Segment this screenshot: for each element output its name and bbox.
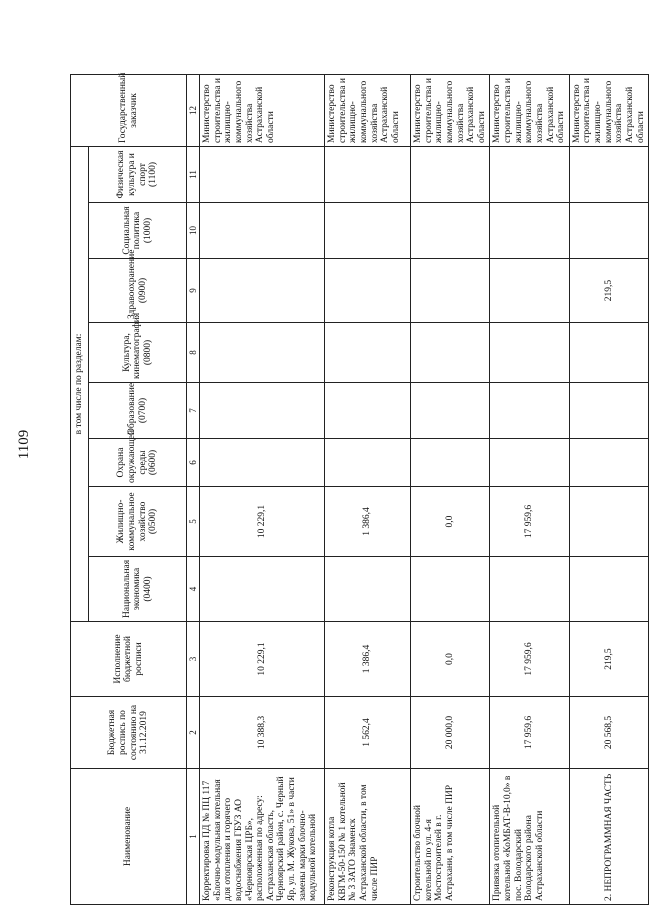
table-row: [200, 74, 325, 904]
header-section-1000: Социальная политика (1000): [89, 203, 187, 259]
row-name: Реконструкция котла КВГМ-50-150 № 1 котельной № 3 ЗАТО Знаменск Астраханской области, в том числе ПИР: [325, 769, 411, 905]
header-section-0900: Здравоохранение (0900): [89, 259, 187, 323]
column-number: 7: [187, 383, 200, 439]
row-section-1000: [411, 203, 490, 259]
row-execution: 1 386,4: [325, 622, 411, 697]
row-section-0900: [411, 259, 490, 323]
header-section-0700: Образование (0700): [89, 383, 187, 439]
row-section-0600: [490, 439, 569, 487]
row-section-0900: [200, 259, 325, 323]
column-number: 6: [187, 439, 200, 487]
header-section-0800: Культура, кинематография (0800): [89, 323, 187, 383]
table-row: [490, 74, 569, 904]
row-section-0700: [411, 383, 490, 439]
row-section-0400: [490, 557, 569, 622]
row-section-0500: 10 229,1: [200, 487, 325, 557]
row-section-0900: [325, 259, 411, 323]
column-number: 4: [187, 557, 200, 622]
row-execution: 17 959,6: [490, 622, 569, 697]
row-budget: 10 388,3: [200, 697, 325, 769]
row-section-0700: [569, 383, 648, 439]
row-section-1000: [490, 203, 569, 259]
column-number: 5: [187, 487, 200, 557]
row-customer: Министерство строительства и жилищно-коммунального хозяйства Астраханской области: [490, 74, 569, 146]
column-number: 2: [187, 697, 200, 769]
row-section-0900: [490, 259, 569, 323]
row-name: Привязка отопительной котельной «КоМБАТ-В-10,0» в пос. Володарский Володарского района Астраханской области: [490, 769, 569, 905]
row-section-0500: 17 959,6: [490, 487, 569, 557]
header-execution: Исполнение бюджетной росписи: [71, 622, 187, 697]
row-customer: Министерство строительства и жилищно-коммунального хозяйства Астраханской области: [200, 74, 325, 146]
row-section-0600: [411, 439, 490, 487]
row-section-0800: [325, 323, 411, 383]
row-execution: 219,5: [569, 622, 648, 697]
row-customer: Министерство строительства и жилищно-коммунального хозяйства Астраханской области: [569, 74, 648, 146]
column-number: 1: [187, 769, 200, 905]
row-section-0700: [490, 383, 569, 439]
row-section-1100: [411, 146, 490, 202]
column-number: 3: [187, 622, 200, 697]
rotated-page: [70, 72, 646, 905]
header-name: Наименование: [71, 769, 187, 905]
row-section-0800: [569, 323, 648, 383]
row-section-0400: [200, 557, 325, 622]
row-section-1000: [200, 203, 325, 259]
column-number: 10: [187, 203, 200, 259]
row-section-0600: [200, 439, 325, 487]
row-budget: 1 562,4: [325, 697, 411, 769]
row-budget: 17 959,6: [490, 697, 569, 769]
row-section-0400: [325, 557, 411, 622]
table-row: [325, 74, 411, 904]
row-execution: 0,0: [411, 622, 490, 697]
header-budget-list: Бюджетная роспись по состоянию на 31.12.2019: [71, 697, 187, 769]
header-customer: Государственный заказчик: [71, 74, 187, 146]
row-section-0600: [325, 439, 411, 487]
row-execution: 10 229,1: [200, 622, 325, 697]
row-section-0400: [411, 557, 490, 622]
row-section-0500: 0,0: [411, 487, 490, 557]
row-section-0500: 1 386,4: [325, 487, 411, 557]
row-section-1000: [325, 203, 411, 259]
row-section-0700: [325, 383, 411, 439]
row-section-0800: [490, 323, 569, 383]
row-section-0600: [569, 439, 648, 487]
row-section-0800: [200, 323, 325, 383]
table-row: [569, 74, 648, 904]
row-name: 2. НЕПРОГРАММНАЯ ЧАСТЬ: [569, 769, 648, 905]
column-number: 12: [187, 74, 200, 146]
row-name: Корректировка ПД № ПЦ 117 «Блочно-модульная котельная для отопления и горячего водоснабжения ГБУЗ АО «Черноярская ЦРБ», расположенная по адресу: Астраханская область, Черноярский район, с. Черный Яр, ул. М. Жукова, 51» в части замены марки блочно-модульной котельной: [200, 769, 325, 905]
page-number: 1109: [16, 429, 32, 460]
row-section-1000: [569, 203, 648, 259]
row-section-0400: [569, 557, 648, 622]
header-sections-group: в том числе по разделам:: [71, 146, 89, 621]
column-number: 9: [187, 259, 200, 323]
row-section-0700: [200, 383, 325, 439]
row-customer: Министерство строительства и жилищно-коммунального хозяйства Астраханской области: [325, 74, 411, 146]
row-name: Строительство блочной котельной по ул. 4-я Мостостроителей в г. Астрахани, в том числе ПИР: [411, 769, 490, 905]
row-customer: Министерство строительства и жилищно-коммунального хозяйства Астраханской области: [411, 74, 490, 146]
row-section-1100: [490, 146, 569, 202]
row-section-1100: [325, 146, 411, 202]
row-section-0900: 219,5: [569, 259, 648, 323]
row-section-0500: [569, 487, 648, 557]
table-row: [411, 74, 490, 904]
column-number: 11: [187, 146, 200, 202]
row-budget: 20 000,0: [411, 697, 490, 769]
row-section-0800: [411, 323, 490, 383]
header-section-0400: Национальная экономика (0400): [89, 557, 187, 622]
row-section-1100: [569, 146, 648, 202]
header-section-0500: Жилищно-коммунальное хозяйство (0500): [89, 487, 187, 557]
header-section-1100: Физическая культура и спорт (1100): [89, 146, 187, 202]
row-budget: 20 568,5: [569, 697, 648, 769]
budget-table: [70, 74, 649, 905]
column-number: 8: [187, 323, 200, 383]
row-section-1100: [200, 146, 325, 202]
header-section-0600: Охрана окружающей среды (0600): [89, 439, 187, 487]
